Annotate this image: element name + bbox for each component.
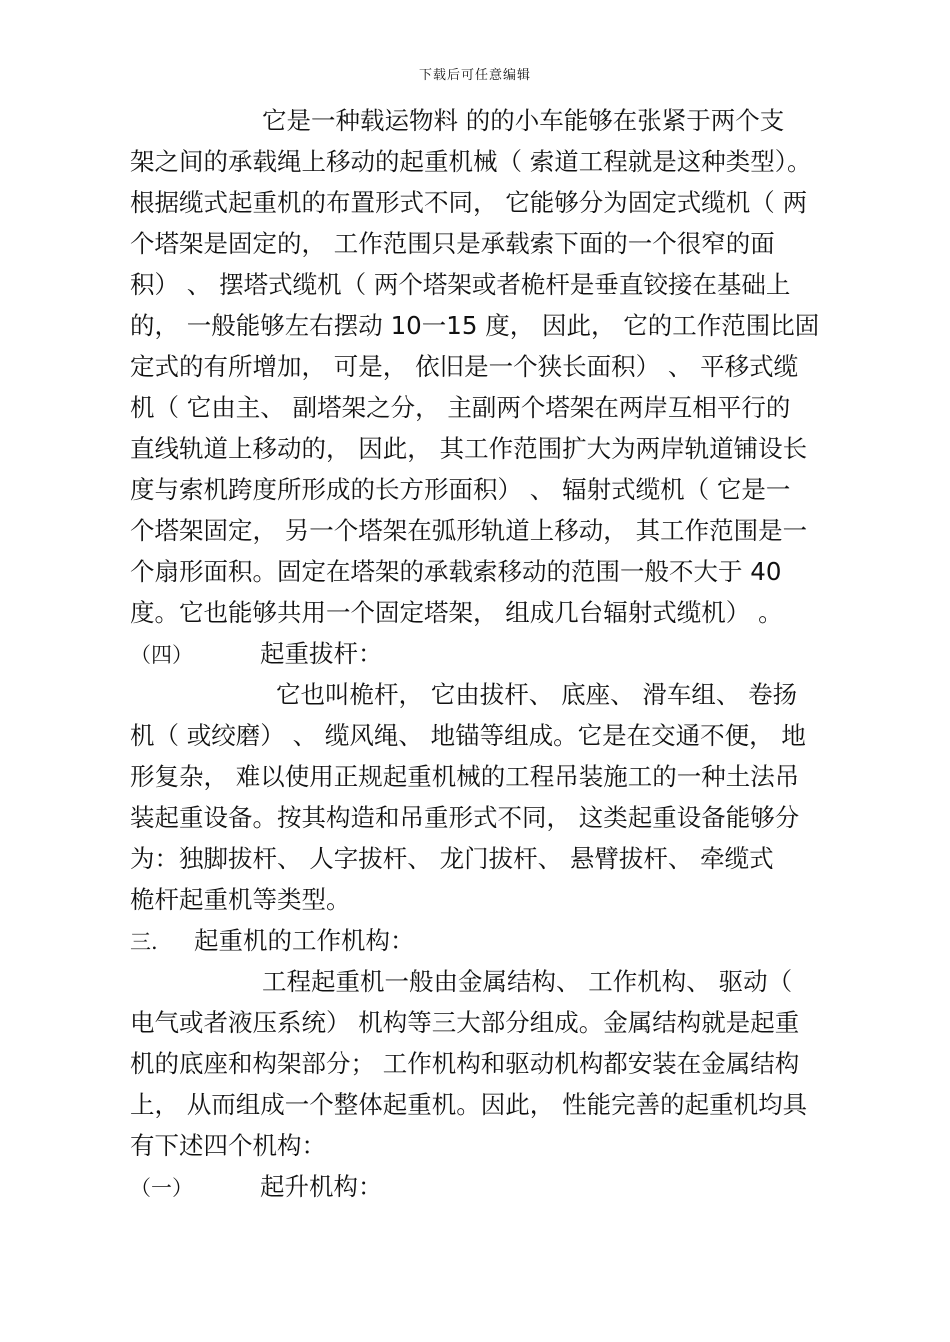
text-line: 机（ 或绞磨） 、 缆风绳、 地锚等组成。它是在交通不便， 地 xyxy=(130,721,806,750)
section-heading-1 xyxy=(130,1166,870,1207)
text-line: 个扇形面积。固定在塔架的承载索移动的范围一般不大于 40 xyxy=(130,557,782,586)
text-line: 电气或者液压系统） 机构等三大部分组成。金属结构就是起重 xyxy=(130,1008,800,1037)
text-line: 装起重设备。按其构造和吊重形式不同， 这类起重设备能够分 xyxy=(130,803,800,832)
text-line: 根据缆式起重机的布置形式不同， 它能够分为固定式缆机（ 两 xyxy=(130,188,808,217)
text-line: 个塔架固定， 另一个塔架在弧形轨道上移动， 其工作范围是一 xyxy=(130,516,808,545)
text-line: 工程起重机一般由金属结构、 工作机构、 驱动（ xyxy=(262,967,793,996)
page-header: 下载后可任意编辑 xyxy=(418,68,531,83)
text-line: 个塔架是固定的， 工作范围只是承载索下面的一个很窄的面 xyxy=(130,229,775,258)
heading-number: 三. xyxy=(130,930,158,954)
section-heading-3 xyxy=(130,920,870,961)
heading-title: 起升机构： xyxy=(260,1172,383,1201)
text-line: 为：独脚拔杆、 人字拔杆、 龙门拔杆、 悬臂拔杆、 牵缆式 xyxy=(130,844,774,873)
heading-number: （一） xyxy=(130,1176,193,1200)
text-line: 有下述四个机构： xyxy=(130,1131,326,1160)
heading-title: 起重机的工作机构： xyxy=(194,926,415,955)
text-line: 它是一种载运物料 的的小车能够在张紧于两个支 xyxy=(262,106,785,135)
text-line: 的， 一般能够左右摆动 10一15 度， 因此， 它的工作范围比固 xyxy=(130,311,820,340)
paragraph-gin-pole xyxy=(130,674,870,920)
text-line: 上， 从而组成一个整体起重机。因此， 性能完善的起重机均具 xyxy=(130,1090,808,1119)
text-line: 度。它也能够共用一个固定塔架， 组成几台辐射式缆机） 。 xyxy=(130,598,783,627)
text-line: 它也叫桅杆， 它由拔杆、 底座、 滑车组、 卷扬 xyxy=(276,680,798,709)
text-line: 机（ 它由主、 副塔架之分， 主副两个塔架在两岸互相平行的 xyxy=(130,393,791,422)
text-line: 架之间的承载绳上移动的起重机械（ 索道工程就是这种类型）。 xyxy=(130,147,812,176)
section-heading-4 xyxy=(130,633,870,674)
text-line: 直线轨道上移动的， 因此， 其工作范围扩大为两岸轨道铺设长 xyxy=(130,434,808,463)
heading-title: 起重拔杆： xyxy=(260,639,383,668)
text-line: 定式的有所增加， 可是， 依旧是一个狭长面积） 、 平移式缆 xyxy=(130,352,799,381)
paragraph-cable-crane xyxy=(130,100,870,633)
text-line: 桅杆起重机等类型。 xyxy=(130,885,351,914)
document-body xyxy=(130,100,870,1207)
text-line: 机的底座和构架部分； 工作机构和驱动机构都安装在金属结构 xyxy=(130,1049,800,1078)
heading-number: （四） xyxy=(130,643,193,667)
paragraph-working-mechanism xyxy=(130,961,870,1166)
text-line: 度与索机跨度所形成的长方形面积） 、 辐射式缆机（ 它是一 xyxy=(130,475,791,504)
text-line: 形复杂， 难以使用正规起重机械的工程吊装施工的一种土法吊 xyxy=(130,762,800,791)
text-line: 积） 、 摆塔式缆机（ 两个塔架或者桅杆是垂直铰接在基础上 xyxy=(130,270,791,299)
